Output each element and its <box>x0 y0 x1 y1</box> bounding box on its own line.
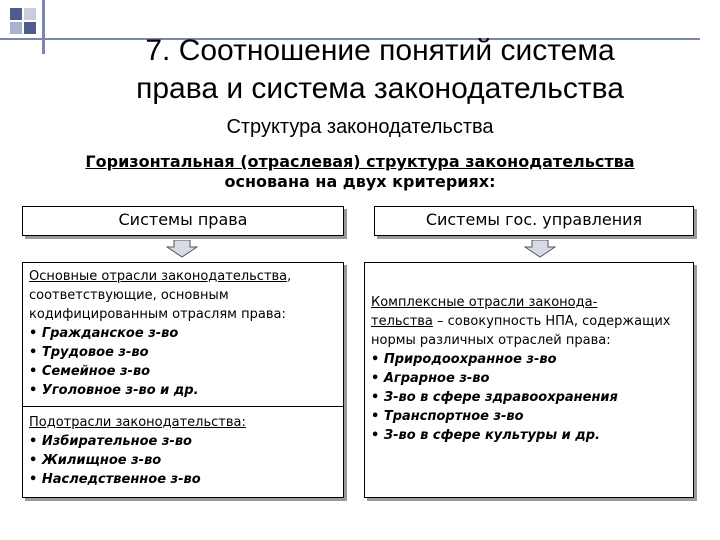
title-line: 7. Соотношение понятий система <box>145 34 615 67</box>
section-divider <box>23 406 343 407</box>
horizontal-line-2: основана на двух критериях: <box>224 172 496 191</box>
horizontal-line-1: Горизонтальная (отраслевая) структура законодательства <box>85 152 635 171</box>
right-header-box <box>374 206 694 236</box>
list-item: • Гражданское з-во <box>29 326 179 341</box>
list-item: • Семейное з-во <box>29 364 151 379</box>
decor-vertical-line <box>42 0 45 54</box>
left-header-box <box>22 206 344 236</box>
right-content <box>365 263 693 449</box>
section1-text: соответствующие, основным кодифицированным отраслям права: <box>29 288 286 322</box>
slide-subtitle: Структура законодательства <box>226 116 494 138</box>
right-content-box <box>364 262 694 498</box>
section2-title: Подотрасли законодательства: <box>29 415 246 430</box>
decor-square <box>10 22 22 34</box>
list-item: • Трудовое з-во <box>29 345 149 360</box>
list-item: • З-во в сфере культуры и др. <box>371 428 600 443</box>
title-line: права и система законодательства <box>136 72 624 105</box>
horizontal-structure-text <box>40 152 680 192</box>
left-content <box>23 263 343 493</box>
list-item: • З-во в сфере здравоохранения <box>371 390 618 405</box>
section1-title: Основные отрасли законодательства <box>29 269 288 284</box>
right-text: – совокупность НПА, содержащих нормы различных отраслей права: <box>371 314 671 348</box>
slide-title <box>90 32 670 108</box>
list-item: • Избирательное з-во <box>29 434 192 449</box>
right-header: Системы гос. управления <box>425 210 643 229</box>
list-item: • Транспортное з-во <box>371 409 524 424</box>
right-title-part2: тельства <box>371 314 433 329</box>
list-item: • Аграрное з-во <box>371 371 490 386</box>
decor-square <box>24 22 36 34</box>
down-arrow-icon <box>166 240 198 258</box>
left-header: Системы права <box>118 210 248 229</box>
decor-square <box>24 8 36 20</box>
left-content-box <box>22 262 344 498</box>
list-item: • Природоохранное з-во <box>371 352 557 367</box>
section1-title-suffix: , <box>287 269 292 284</box>
section1-heading <box>29 267 337 286</box>
right-title-line2 <box>371 312 687 350</box>
decor-square <box>10 8 22 20</box>
down-arrow-icon <box>524 240 556 258</box>
list-item: • Наследственное з-во <box>29 472 201 487</box>
list-item: • Уголовное з-во и др. <box>29 383 199 398</box>
list-item: • Жилищное з-во <box>29 453 162 468</box>
right-title-part1: Комплексные отрасли законода- <box>371 295 598 310</box>
